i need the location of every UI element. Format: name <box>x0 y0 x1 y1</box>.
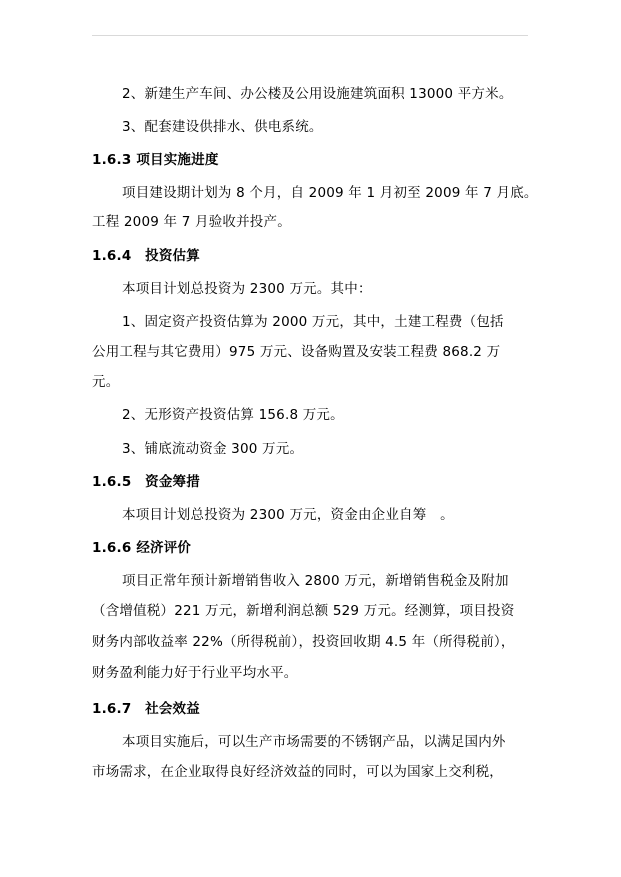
paragraph-economic-line-2: （含增值税）221 万元，新增利润总额 529 万元。经测算，项目投资 <box>92 603 515 619</box>
paragraph-funding: 本项目计划总投资为 2300 万元，资金由企业自筹 。 <box>122 507 454 523</box>
list-item-fixed-assets-line-2: 公用工程与其它费用）975 万元、设备购置及安装工程费 868.2 万 <box>92 344 501 360</box>
paragraph-investment-total: 本项目计划总投资为 2300 万元。其中： <box>122 281 372 297</box>
list-item-fixed-assets-line-1: 1、固定资产投资估算为 2000 万元，其中，土建工程费（包括 <box>122 314 504 330</box>
list-item-fixed-assets-line-3: 元。 <box>92 374 120 390</box>
paragraph-social-line-2: 市场需求，在企业取得良好经济效益的同时，可以为国家上交利税， <box>92 764 503 780</box>
list-item-intangible-assets: 2、无形资产投资估算 156.8 万元。 <box>122 407 344 423</box>
paragraph-economic-line-3: 财务内部收益率 22%（所得税前），投资回收期 4.5 年（所得税前）， <box>92 634 515 650</box>
paragraph-social-line-1: 本项目实施后，可以生产市场需要的不锈钢产品，以满足国内外 <box>122 734 506 750</box>
list-item-working-capital: 3、铺底流动资金 300 万元。 <box>122 441 304 457</box>
paragraph-schedule-line-2: 工程 2009 年 7 月验收并投产。 <box>92 214 291 230</box>
header-rule <box>92 35 528 36</box>
paragraph-schedule-line-1: 项目建设期计划为 8 个月，自 2009 年 1 月初至 2009 年 7 月底。 <box>122 185 538 201</box>
heading-1-6-7: 1.6.7 社会效益 <box>92 701 200 717</box>
heading-1-6-6: 1.6.6 经济评价 <box>92 540 192 556</box>
list-item-2: 2、新建生产车间、办公楼及公用设施建筑面积 13000 平方米。 <box>122 86 513 102</box>
list-item-3: 3、配套建设供排水、供电系统。 <box>122 119 323 135</box>
heading-1-6-4: 1.6.4 投资估算 <box>92 248 200 264</box>
paragraph-economic-line-1: 项目正常年预计新增销售收入 2800 万元，新增销售税金及附加 <box>122 573 509 589</box>
heading-1-6-3: 1.6.3 项目实施进度 <box>92 152 219 168</box>
heading-1-6-5: 1.6.5 资金筹措 <box>92 474 200 490</box>
paragraph-economic-line-4: 财务盈利能力好于行业平均水平。 <box>92 665 298 681</box>
